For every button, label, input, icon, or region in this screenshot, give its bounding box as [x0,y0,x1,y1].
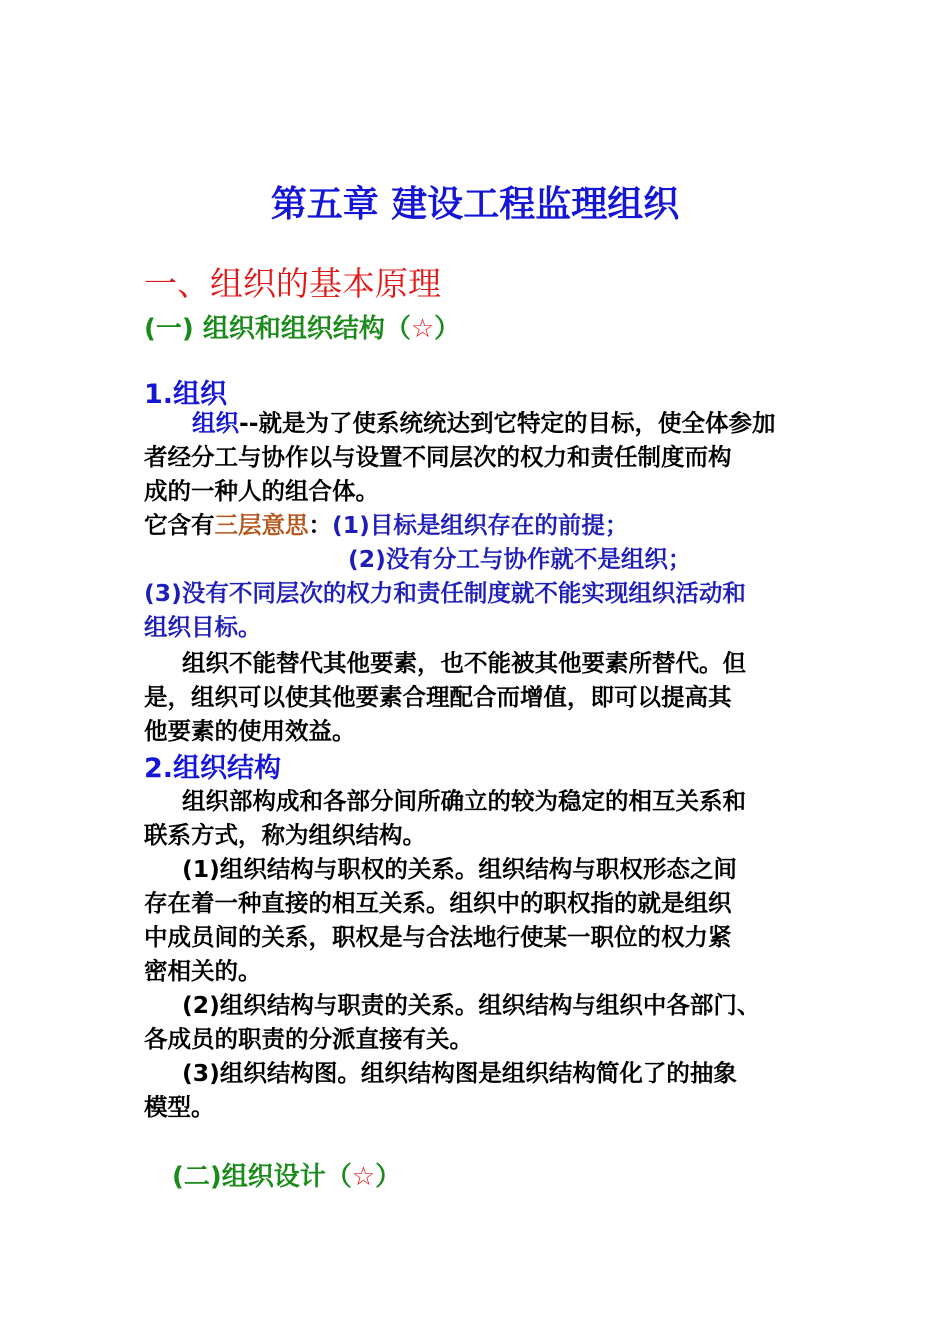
chapter-title: 第五章 建设工程监理组织 [270,184,680,225]
paragraph-line: (3)组织结构图。组织结构图是组织结构简化了的抽象 [182,1059,737,1087]
paragraph-line: 模型。 [144,1093,215,1121]
subsection-heading-text: (一) 组织和组织结构（ [144,314,411,344]
paragraph-line: 他要素的使用效益。 [144,717,356,745]
paragraph-line: (2)组织结构与职责的关系。组织结构与组织中各部门、 [182,991,761,1019]
subsection-heading-close: ） [375,1162,402,1192]
subsection-heading-close: ） [434,314,461,344]
paragraph-line: 各成员的职责的分派直接有关。 [144,1025,473,1053]
paragraph-line: 组织不能替代其他要素，也不能被其他要素所替代。但 [182,649,746,677]
list-item-1: (1)目标是组织存在的前提； [332,511,629,539]
paragraph-line [192,406,776,440]
star-icon: ☆ [410,314,435,344]
list-item-3-cont: 组织目标。 [144,613,262,641]
paragraph-line: 密相关的。 [144,957,262,985]
paragraph-text: --就是为了使系统统达到它特定的目标，使全体参加 [239,409,776,437]
paragraph-line: 者经分工与协作以与设置不同层次的权力和责任制度而构 [144,443,732,471]
paragraph-line: 联系方式，称为组织结构。 [144,821,426,849]
star-icon: ☆ [351,1162,376,1192]
heading-org-structure: 2.组织结构 [144,753,282,784]
paragraph-line: 存在着一种直接的相互关系。组织中的职权指的就是组织 [144,889,732,917]
section-heading: 一、组织的基本原理 [144,264,441,303]
paragraph-line: 中成员间的关系，职权是与合法地行使某一职位的权力紧 [144,923,732,951]
paragraph-line [144,508,628,542]
paragraph-line: 组织部构成和各部分间所确立的较为稳定的相互关系和 [182,787,746,815]
paragraph-line: 是，组织可以使其他要素合理配合而增值，即可以提高其 [144,683,732,711]
subsection-heading-text: (二)组织设计（ [172,1162,352,1192]
list-item-2: (2)没有分工与协作就不是组织； [348,545,692,573]
term-organization: 组织 [192,409,239,437]
term-three-meanings: 三层意思 [214,511,309,539]
subsection-heading-1 [144,308,460,345]
paragraph-text: 它含有 [144,511,215,539]
paragraph-line: 成的一种人的组合体。 [144,477,379,505]
heading-organization: 1.组织 [144,379,228,410]
subsection-heading-2 [172,1156,401,1193]
list-item-3: (3)没有不同层次的权力和责任制度就不能实现组织活动和 [144,579,746,607]
paragraph-text: ： [308,511,332,539]
paragraph-line: (1)组织结构与职权的关系。组织结构与职权形态之间 [182,855,737,883]
